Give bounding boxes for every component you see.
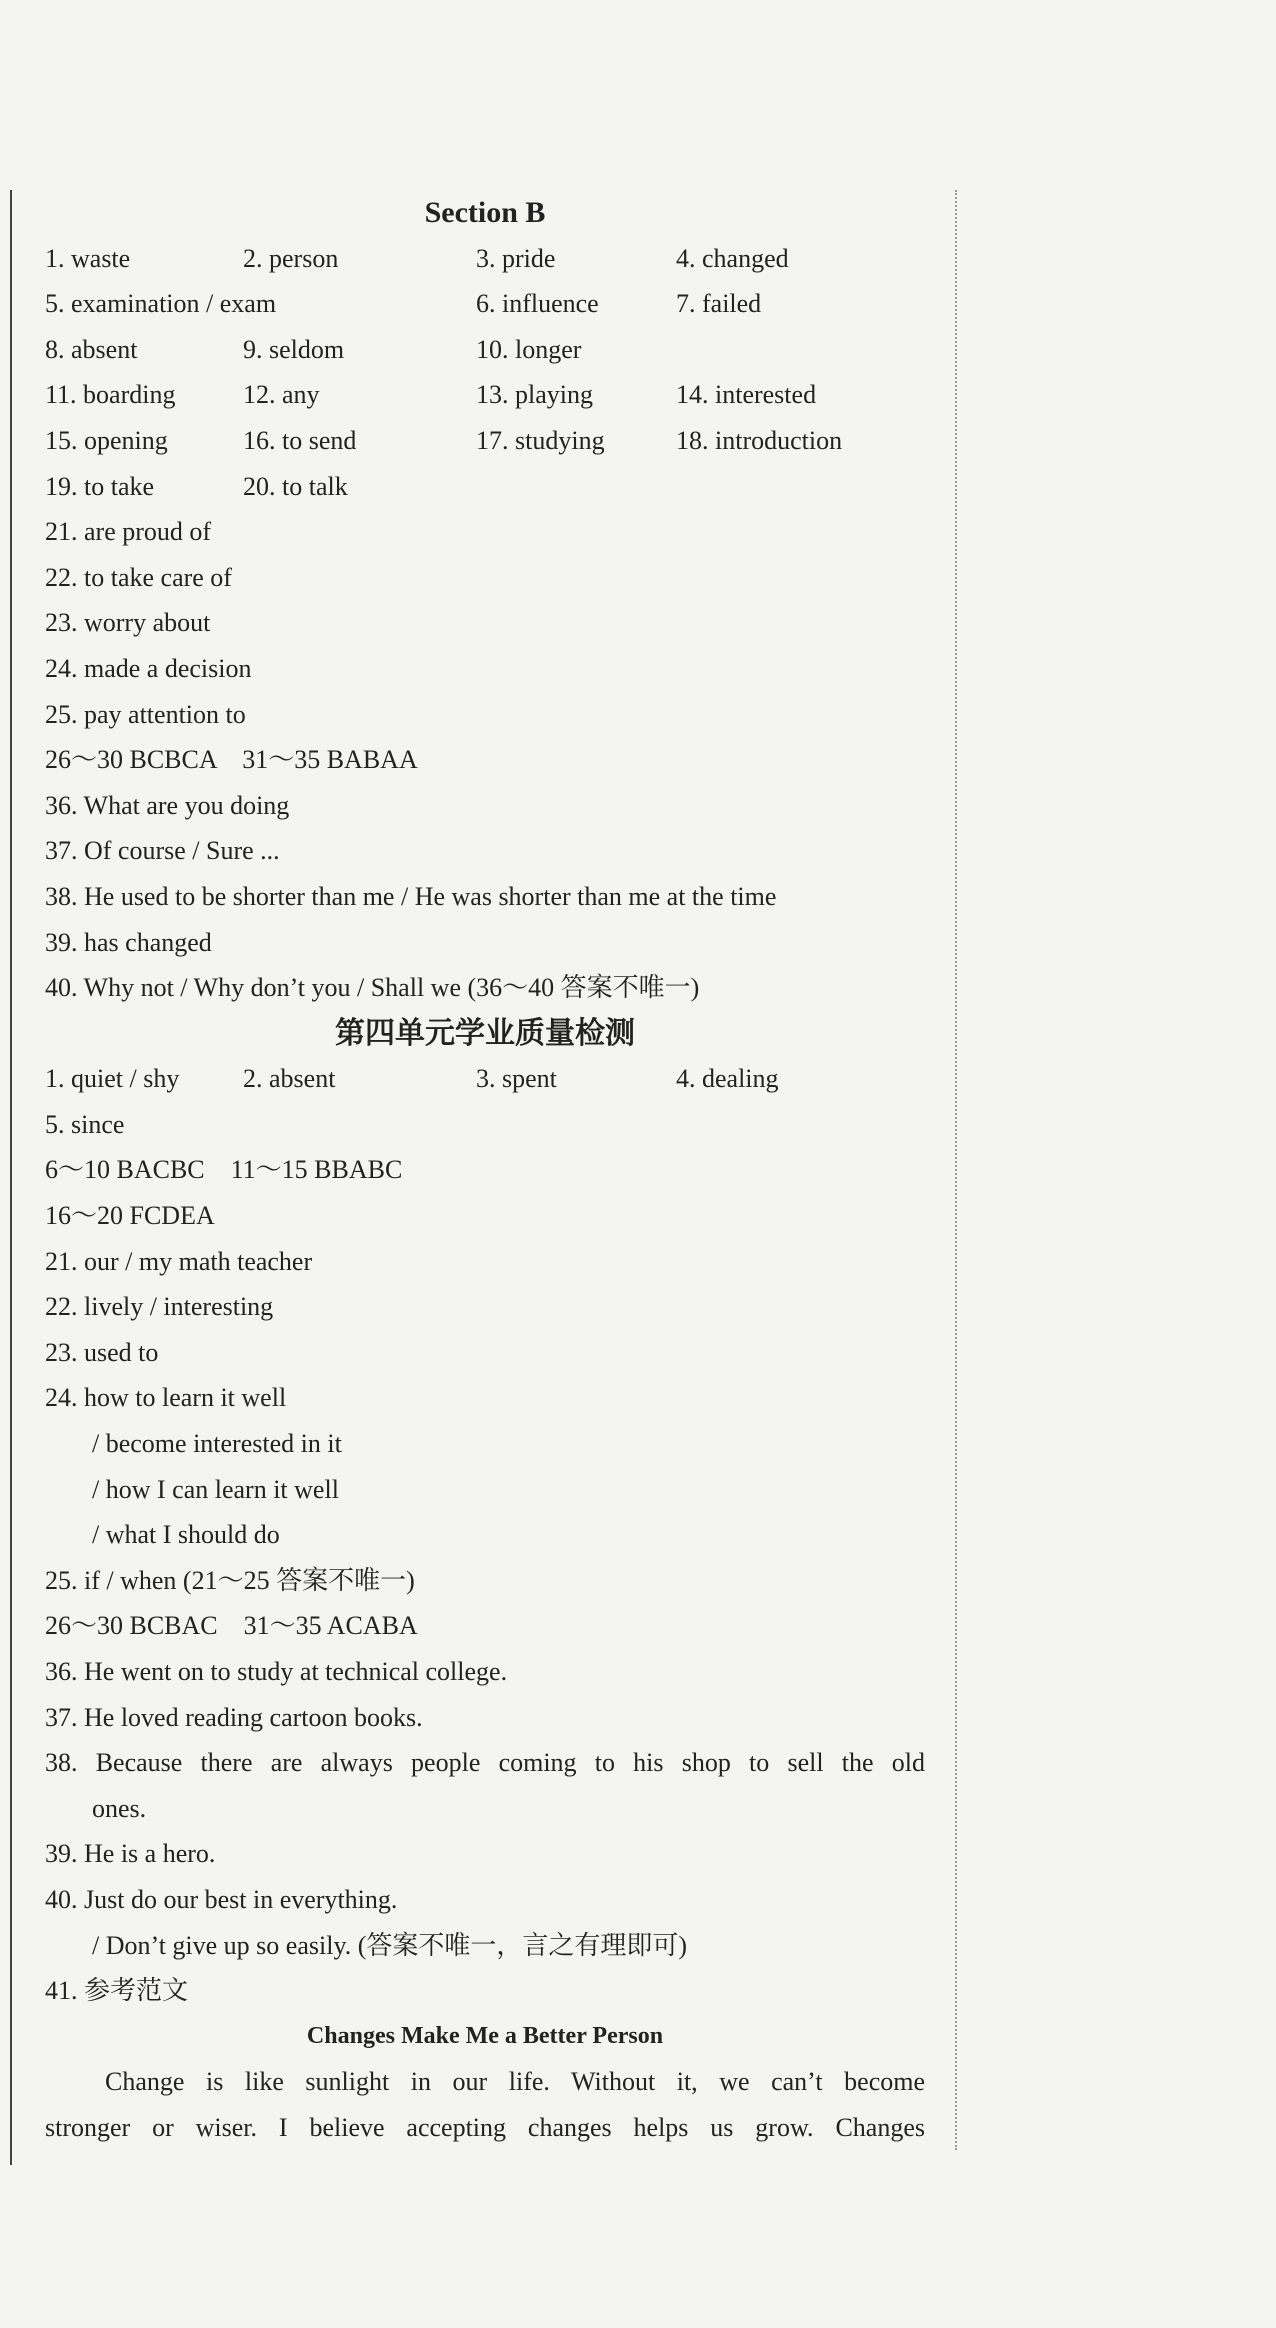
answer-item: 9. seldom: [243, 334, 345, 364]
answer-line: 6～10 BACBC 11～15 BBABC: [45, 1155, 403, 1185]
answer-line: 25. pay attention to: [45, 699, 246, 729]
answer-line: 25. if / when (21～25 答案不唯一): [45, 1565, 415, 1595]
answer-line: 24. made a decision: [45, 653, 252, 683]
answer-line-alt: / what I should do: [92, 1520, 280, 1550]
grid-row: [45, 281, 925, 327]
answer-item: 14. interested: [676, 380, 817, 410]
answer-line: 23. used to: [45, 1337, 159, 1367]
answer-line: 37. He loved reading cartoon books.: [45, 1702, 423, 1732]
answer-content: [45, 190, 925, 2151]
answer-line-alt: / Don’t give up so easily. (答案不唯一，言之有理即可): [92, 1930, 688, 1960]
answer-line: 5. since: [45, 1109, 125, 1139]
answer-line: 16～20 FCDEA: [45, 1201, 215, 1231]
answer-item: 8. absent: [45, 334, 138, 364]
answer-item: 20. to talk: [243, 471, 348, 501]
answer-line: 39. He is a hero.: [45, 1839, 216, 1869]
answer-line: 36. He went on to study at technical college.: [45, 1657, 508, 1686]
answer-line-alt: / become interested in it: [92, 1429, 342, 1459]
answer-line: 38. He used to be shorter than me / He was shorter than me at the time: [45, 881, 777, 911]
answer-item: 4. dealing: [676, 1064, 779, 1094]
grid-row: [45, 372, 925, 418]
answer-item: 1. waste: [45, 243, 131, 273]
answer-line: 21. our / my math teacher: [45, 1246, 313, 1276]
answer-item: 5. examination / exam: [45, 289, 277, 319]
answer-item: 4. changed: [676, 243, 789, 273]
answer-item: 3. pride: [476, 243, 556, 273]
answer-line: 21. are proud of: [45, 517, 212, 547]
answer-item: 10. longer: [476, 334, 582, 364]
answer-item: 1. quiet / shy: [45, 1064, 180, 1094]
answer-item: 12. any: [243, 380, 320, 410]
answer-line: 22. lively / interesting: [45, 1292, 274, 1322]
answer-line: 22. to take care of: [45, 562, 232, 592]
answer-item: 18. introduction: [676, 425, 843, 455]
answer-item: 6. influence: [476, 289, 599, 319]
unit-4-title: 第四单元学业质量检测: [335, 1015, 635, 1051]
essay-line: Change is like sunlight in our life. Without it, we can’t become: [105, 2067, 925, 2097]
section-b-title: Section B: [424, 196, 546, 229]
answer-line: 39. has changed: [45, 927, 212, 957]
answer-item: 15. opening: [45, 425, 168, 455]
answer-item: 2. absent: [243, 1064, 336, 1094]
section-b-grid: [45, 236, 925, 510]
grid-row: [45, 236, 925, 282]
answer-line-cont: ones.: [92, 1793, 147, 1823]
answer-line: 36. What are you doing: [45, 790, 290, 820]
answer-item: 19. to take: [45, 471, 155, 501]
answer-item: 3. spent: [476, 1064, 557, 1094]
answer-line: 26～30 BCBCA 31～35 BABAA: [45, 745, 418, 775]
grid-row: [45, 1056, 925, 1102]
answer-item: 16. to send: [243, 425, 357, 455]
essay-line: stronger or wiser. I believe accepting changes helps us grow. Changes: [45, 2112, 925, 2142]
answer-line: 38. Because there are always people coming to his shop to sell the old: [45, 1748, 925, 1778]
answer-line: 37. Of course / Sure ...: [45, 836, 280, 866]
answer-line: 26～30 BCBAC 31～35 ACABA: [45, 1611, 418, 1641]
answer-item: 11. boarding: [45, 380, 176, 410]
answer-line: 23. worry about: [45, 608, 211, 638]
answer-item: 17. studying: [476, 425, 605, 455]
essay-title: Changes Make Me a Better Person: [306, 2022, 664, 2049]
answer-item: 2. person: [243, 243, 339, 273]
answer-line: 24. how to learn it well: [45, 1383, 287, 1413]
answer-line-alt: / how I can learn it well: [92, 1474, 339, 1504]
answer-item: 7. failed: [676, 289, 762, 319]
grid-row: [45, 327, 925, 373]
answer-line: 41. 参考范文: [45, 1976, 189, 2006]
answer-item: 13. playing: [476, 380, 593, 410]
left-margin-rule: [10, 190, 12, 2165]
answer-line: 40. Why not / Why don’t you / Shall we (36～40 答案不唯一): [45, 973, 700, 1003]
grid-row: [45, 464, 925, 510]
answer-line: 40. Just do our best in everything.: [45, 1884, 398, 1914]
right-dotted-rule: [955, 190, 957, 2150]
grid-row: [45, 418, 925, 464]
